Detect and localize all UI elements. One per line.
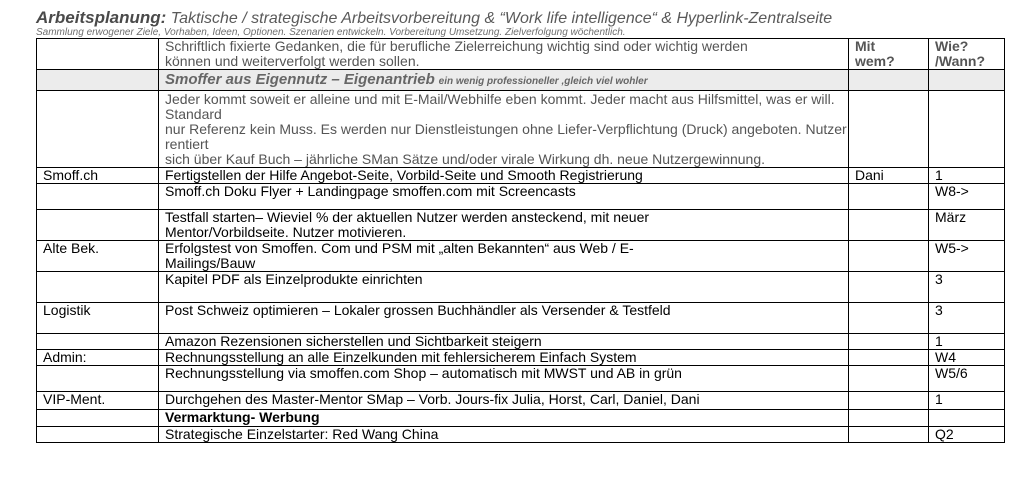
row-task: Strategische Einzelstarter: Red Wang China bbox=[159, 427, 849, 443]
row-task: Testfall starten– Wieviel % der aktuellen Nutzer werden ansteckend, mit neuer Mentor/Vorbildseite. Nutzer motivieren. bbox=[159, 210, 849, 241]
table-row bbox=[37, 272, 1005, 303]
table-row bbox=[37, 184, 1005, 210]
row-when: März bbox=[929, 210, 1005, 241]
row-task: Rechnungsstellung via smoffen.com Shop – automatisch mit MWST und AB in grün bbox=[159, 366, 849, 392]
row-category: Smoff.ch bbox=[37, 168, 159, 184]
note-cell: Jeder kommt soweit er alleine und mit E-Mail/Webhilfe eben kommt. Jeder macht aus Hilfsmittel, was er will. Standard nur Referenz kein Muss. Es werden nur Dienstleistungen ohne Liefer-Verpflichtung (Druck) angeboten. Nutzer rentiert sich über Kauf Buch – jährliche SMan Sätze und/oder virale Wirkung dh. neue Nutzergewinnung. bbox=[159, 91, 849, 168]
header-intro-cell: Schriftlich fixierte Gedanken, die für berufliche Zielerreichung wichtig sind oder wichtig werden können und weiterverfolgt werden sollen. bbox=[159, 39, 849, 70]
table-row bbox=[37, 241, 1005, 272]
note-row bbox=[37, 91, 1005, 168]
row-task: Erfolgstest von Smoffen. Com und PSM mit „alten Bekannten“ aus Web / E- Mailings/Bauw bbox=[159, 241, 849, 272]
row-category bbox=[37, 334, 159, 350]
row-category bbox=[37, 210, 159, 241]
document-title bbox=[36, 8, 1016, 28]
row-when: W8-> bbox=[929, 184, 1005, 210]
section-title: Smoffer aus Eigennutz – Eigenantrieb bbox=[165, 71, 435, 88]
row-task: Kapitel PDF als Einzelprodukte einrichten bbox=[159, 272, 849, 303]
row-task: Smoff.ch Doku Flyer + Landingpage smoffen.com mit Screencasts bbox=[159, 184, 849, 210]
header-when-cell: Wie? /Wann? bbox=[929, 39, 1005, 70]
row-with bbox=[849, 241, 929, 272]
table-row bbox=[37, 350, 1005, 366]
row-with bbox=[849, 272, 929, 303]
header-with-cell: Mit wem? bbox=[849, 39, 929, 70]
row-when: W4 bbox=[929, 350, 1005, 366]
row-with bbox=[849, 210, 929, 241]
table-row bbox=[37, 334, 1005, 350]
row-category bbox=[37, 272, 159, 303]
row-category: Admin: bbox=[37, 350, 159, 366]
title-rest: Taktische / strategische Arbeitsvorbereitung & “Work life intelligence“ & Hyperlink-Zentralseite bbox=[170, 10, 833, 27]
row-with bbox=[849, 366, 929, 392]
title-bold: Arbeitsplanung: bbox=[36, 8, 167, 27]
row-with bbox=[849, 334, 929, 350]
table-row bbox=[37, 392, 1005, 410]
table-row bbox=[37, 210, 1005, 241]
marketing-header-row bbox=[37, 410, 1005, 427]
row-when: 3 bbox=[929, 272, 1005, 303]
table-row bbox=[37, 366, 1005, 392]
row-category: VIP-Ment. bbox=[37, 392, 159, 410]
marketing-title: Vermarktung- Werbung bbox=[159, 410, 849, 427]
row-when: 3 bbox=[929, 303, 1005, 334]
row-with: Dani bbox=[849, 168, 929, 184]
row-with bbox=[849, 184, 929, 210]
row-task: Durchgehen des Master-Mentor SMap – Vorb. Jours-fix Julia, Horst, Carl, Daniel, Dani bbox=[159, 392, 849, 410]
header-empty-cell bbox=[37, 39, 159, 70]
table-header-row bbox=[37, 39, 1005, 70]
row-task: Rechnungsstellung an alle Einzelkunden mit fehlersicherem Einfach System bbox=[159, 350, 849, 366]
row-when: W5-> bbox=[929, 241, 1005, 272]
row-when: 1 bbox=[929, 392, 1005, 410]
section-header-row bbox=[37, 70, 1005, 91]
planning-table bbox=[36, 38, 1005, 443]
row-when: 1 bbox=[929, 168, 1005, 184]
row-category: Logistik bbox=[37, 303, 159, 334]
row-category: Alte Bek. bbox=[37, 241, 159, 272]
row-category bbox=[37, 184, 159, 210]
row-category bbox=[37, 366, 159, 392]
row-when: Q2 bbox=[929, 427, 1005, 443]
section-note: ein wenig professioneller ,gleich viel wohler bbox=[438, 76, 648, 87]
section-title-cell bbox=[159, 70, 849, 91]
table-row bbox=[37, 427, 1005, 443]
row-when: W5/6 bbox=[929, 366, 1005, 392]
row-with bbox=[849, 303, 929, 334]
table-row bbox=[37, 168, 1005, 184]
document-subtitle: Sammlung erwogener Ziele, Vorhaben, Ideen, Optionen. Szenarien entwickeln. Vorbereitung Umsetzung. Zielverfolgung wöchentlich. bbox=[36, 27, 626, 38]
row-with bbox=[849, 350, 929, 366]
row-when: 1 bbox=[929, 334, 1005, 350]
row-with bbox=[849, 392, 929, 410]
row-task: Post Schweiz optimieren – Lokaler grossen Buchhändler als Versender & Testfeld bbox=[159, 303, 849, 334]
row-task: Amazon Rezensionen sicherstellen und Sichtbarkeit steigern bbox=[159, 334, 849, 350]
table-row bbox=[37, 303, 1005, 334]
row-task: Fertigstellen der Hilfe Angebot-Seite, Vorbild-Seite und Smooth Registrierung bbox=[159, 168, 849, 184]
